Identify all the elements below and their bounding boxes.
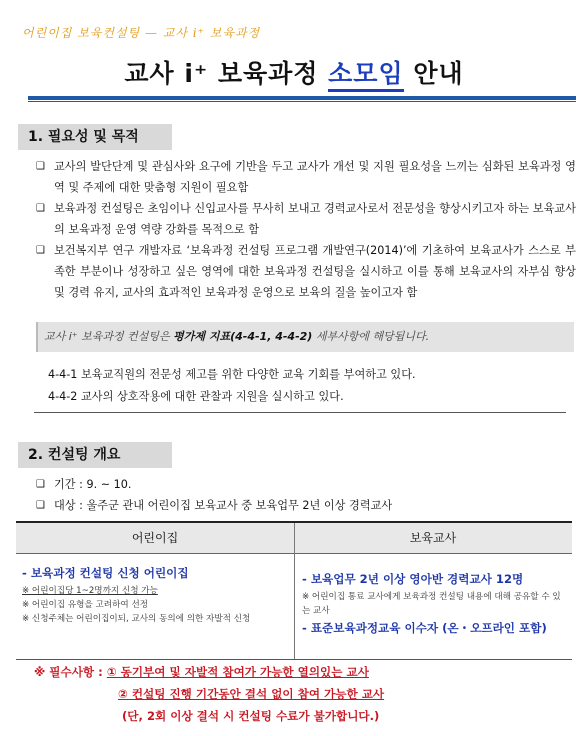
title-rule-thin [28,101,576,102]
teacher-main-2: - 표준보육과정교육 이수자 (온・오프라인 포함) [302,621,547,635]
bullet-item [36,240,576,303]
title-post: 안내 [403,59,464,88]
section1-bullets [36,156,576,303]
teacher-main: - 보육업무 2년 이상 영아반 경력교사 12명 [302,572,524,586]
bullet-mark: ❑ [36,245,45,256]
requirements-warning: (단, 2회 이상 결석 시 컨설팅 수료가 불가합니다.) [122,709,380,723]
note-post: 세부사항에 해당됩니다. [312,330,430,343]
evaluation-note [36,322,574,352]
sub-item-4-4-1: 4-4-1 보육교직원의 전문성 제고를 위한 다양한 교육 기회를 부여하고 있다. [48,368,416,381]
requirement-1: ① 동기부여 및 자발적 참여가 가능한 열의있는 교사 [106,665,369,679]
bullet-mark: ❑ [36,161,45,172]
teacher-cell [302,571,566,636]
section1-heading: 1. 필요성 및 목적 [18,124,172,150]
section2-heading: 2. 컨설팅 개요 [18,442,172,468]
daycare-cell [22,565,284,626]
header-line: 어린이집 보육컨설팅 — 교사 i⁺ 보육과정 [22,26,261,40]
requirements-line-2 [118,686,384,702]
bullet-item [36,156,576,198]
note-bold: 평가제 지표(4-4-1, 4-4-2) [173,330,313,343]
bullet-item [36,198,576,240]
note-pre: 교사 i⁺ 보육과정 컨설팅은 [44,330,174,343]
requirements-line-1 [34,664,369,680]
bullet-item [36,495,576,516]
bullet-item [36,474,576,495]
period-text: 기간 : 9. ~ 10. [54,478,132,491]
table-divider [294,523,295,659]
requirement-2: ② 컨설팅 진행 기간동안 결석 없이 참여 가능한 교사 [118,687,385,701]
bullet-mark: ❑ [36,479,45,490]
target-text: 대상 : 울주군 관내 어린이집 보육교사 중 보육업무 2년 이상 경력교사 [54,499,393,512]
bullet-text: 보건복지부 연구 개발자료 ‘보육과정 컨설팅 프로그램 개발연구(2014)’에 기초하여 보육교사가 스스로 부족한 부분이나 성장하고 싶은 영역에 대한 보육과정 컨설팅을 실시하고 이를 통해 보육교사의 자부심 향상 및 경력 유지, 교사의 효과적인 보육과정 운영으로 보육의 질을 높이고자 함 [54,244,576,299]
bullet-text: 보육과정 컨설팅은 초임이나 신입교사를 무사히 보내고 경력교사로서 전문성을 향상시키고자 하는 보육교사의 보육과정 운영 역량 강화를 목적으로 함 [54,202,576,236]
daycare-note-1: ※ 어린이집당 1~2명까지 신청 가능 [22,586,158,596]
bullet-text: 교사의 발단단계 및 관심사와 요구에 기반을 두고 교사가 개선 및 지원 필요성을 느끼는 심화된 보육과정 영역 및 주제에 대한 맞춤형 지원이 필요함 [54,160,576,194]
title-rule [28,96,576,100]
section2-bullets [36,474,576,516]
bullet-mark: ❑ [36,500,45,511]
title-highlight: 소모임 [328,59,403,92]
section1-divider [34,412,566,413]
daycare-note-2: ※ 어린이집 유형을 고려하여 선정 [22,600,149,610]
overview-table [16,521,572,660]
sub-item-4-4-2: 4-4-2 교사의 상호작용에 대한 관찰과 지원을 실시하고 있다. [48,390,344,403]
teacher-note: ※ 어린이집 통료 교사에게 보육과정 컨설팅 내용에 대해 공유할 수 있는 교사 [302,592,561,616]
col-header-daycare: 어린이집 [131,531,179,545]
bullet-mark: ❑ [36,203,45,214]
col-header-teacher: 보육교사 [409,531,457,545]
page-title [0,54,588,90]
daycare-note-3: ※ 신청주체는 어린이집이되, 교사의 동의에 의한 자발적 신청 [22,614,251,624]
title-pre: 교사 i⁺ 보육과정 [124,59,329,88]
daycare-main: - 보육과정 컨설팅 신청 어린이집 [22,566,189,580]
requirements-label: ※ 필수사항 : [34,665,107,679]
